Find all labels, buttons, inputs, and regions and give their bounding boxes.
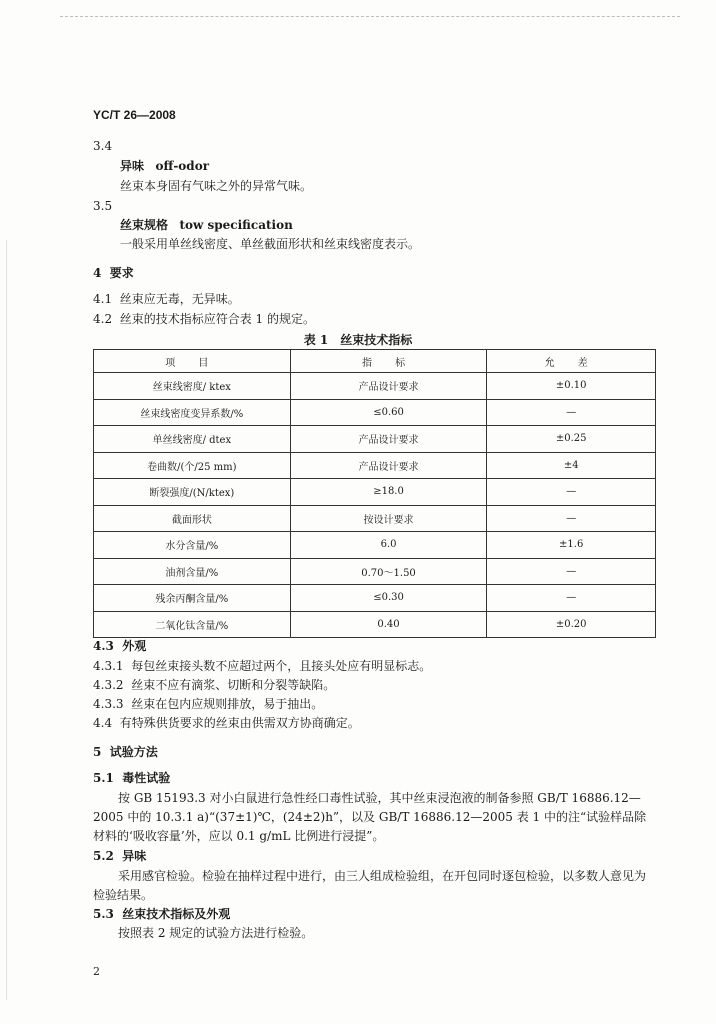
- table-cell: 单丝线密度/ dtex: [94, 426, 291, 453]
- clause-5-2-text: 采用感官检验。检验在抽样过程中进行，由三人组成检验组，在开包同时逐包检验，以多数人意见为检验结果。: [93, 869, 647, 902]
- table-cell: ±0.20: [487, 611, 656, 638]
- table-cell: 产品设计要求: [290, 452, 487, 479]
- section-5-heading: 5 试验方法: [93, 745, 158, 759]
- table-cell: 水分含量/%: [94, 532, 291, 559]
- clause-5-3-text: 按照表 2 规定的试验方法进行检验。: [118, 926, 314, 940]
- table-cell: 卷曲数/(个/25 mm): [94, 452, 291, 479]
- clause-5-1-heading: 5.1 毒性试验: [93, 771, 171, 785]
- table-cell: —: [487, 585, 656, 612]
- table-row: [94, 505, 656, 532]
- table-row: [94, 479, 656, 506]
- clause-5-2-heading: 5.2 异味: [93, 849, 147, 863]
- table-cell: ±4: [487, 452, 656, 479]
- clause-4-3-2: 4.3.2 丝束不应有滴浆、切断和分裂等缺陷。: [93, 678, 336, 692]
- table-row: [94, 532, 656, 559]
- clause-5-1-text: 按 GB 15193.3 对小白鼠进行急性经口毒性试验，其中丝束浸泡液的制备参照 GB/T 16886.12—2005 中的 10.3.1 a)“(37±1)℃，(24±2)h”，以及 GB/T 16886.12—2005 表 1 中的注“试验样品除材料的‘吸收容量’外，应以 0.1 g/mL 比例进行浸提”。: [93, 791, 647, 843]
- table-cell: ±1.6: [487, 532, 656, 559]
- table-cell: —: [487, 479, 656, 506]
- term-en: off-odor: [155, 159, 210, 173]
- table-cell: ±0.25: [487, 426, 656, 453]
- table-cell: ≥18.0: [290, 479, 487, 506]
- table-cell: 0.40: [290, 611, 487, 638]
- table-cell: 6.0: [290, 532, 487, 559]
- term-definition: 丝束本身固有气味之外的异常气味。: [120, 179, 313, 193]
- table-cell: ±0.10: [487, 373, 656, 400]
- section-4-heading: 4 要求: [93, 266, 134, 280]
- clause-3-5-number: 3.5: [93, 199, 113, 213]
- clause-4-3-1: 4.3.1 每包丝束接头数不应超过两个，且接头处应有明显标志。: [93, 659, 432, 673]
- spec-table: [93, 349, 656, 638]
- table-cell: 油剂含量/%: [94, 558, 291, 585]
- table-header-cell: 项 目: [94, 350, 291, 373]
- term-cn: 异味: [120, 159, 145, 173]
- table-cell: 断裂强度/(N/ktex): [94, 479, 291, 506]
- table-cell: —: [487, 399, 656, 426]
- table-row: [94, 558, 656, 585]
- table-cell: 丝束线密度/ ktex: [94, 373, 291, 400]
- table-cell: 残余丙酮含量/%: [94, 585, 291, 612]
- term-tow-specification: [120, 217, 293, 233]
- table-row: [94, 452, 656, 479]
- scan-edge-line: [6, 240, 7, 1000]
- clause-4-2: 4.2 丝束的技术指标应符合表 1 的规定。: [93, 312, 315, 326]
- table-cell: 丝束线密度变异系数/%: [94, 399, 291, 426]
- term-cn: 丝束规格: [120, 218, 169, 232]
- scan-artifact-line: [60, 16, 680, 17]
- table-row: [94, 373, 656, 400]
- table-cell: ≤0.60: [290, 399, 487, 426]
- table-cell: —: [487, 558, 656, 585]
- table-cell: 二氧化钛含量/%: [94, 611, 291, 638]
- clause-3-4-number: 3.4: [93, 139, 113, 153]
- table-header-row: [94, 350, 656, 373]
- table-cell: 0.70～1.50: [290, 558, 487, 585]
- page-number: 2: [93, 965, 100, 978]
- table-row: [94, 585, 656, 612]
- clause-4-4: 4.4 有特殊供货要求的丝束由供需双方协商确定。: [93, 716, 360, 730]
- page-header: YC/T 26—2008: [93, 108, 176, 122]
- clause-4-3-3: 4.3.3 丝束在包内应规则排放，易于抽出。: [93, 697, 324, 711]
- clause-4-3-heading: 4.3 外观: [93, 639, 147, 653]
- term-definition: 一般采用单丝线密度、单丝截面形状和丝束线密度表示。: [120, 237, 421, 251]
- table-caption: 表 1 丝束技术指标: [303, 333, 413, 347]
- table-cell: 截面形状: [94, 505, 291, 532]
- table-cell: 按设计要求: [290, 505, 487, 532]
- term-en: tow specification: [179, 218, 293, 232]
- table-cell: ≤0.30: [290, 585, 487, 612]
- table-row: [94, 611, 656, 638]
- table-header-cell: 指 标: [290, 350, 487, 373]
- table-cell: 产品设计要求: [290, 426, 487, 453]
- table-row: [94, 426, 656, 453]
- clause-4-1: 4.1 丝束应无毒，无异味。: [93, 292, 240, 306]
- table-cell: 产品设计要求: [290, 373, 487, 400]
- table-cell: —: [487, 505, 656, 532]
- term-off-odor: [120, 158, 209, 174]
- clause-5-3-heading: 5.3 丝束技术指标及外观: [93, 907, 231, 921]
- table-header-cell: 允 差: [487, 350, 656, 373]
- table-row: [94, 399, 656, 426]
